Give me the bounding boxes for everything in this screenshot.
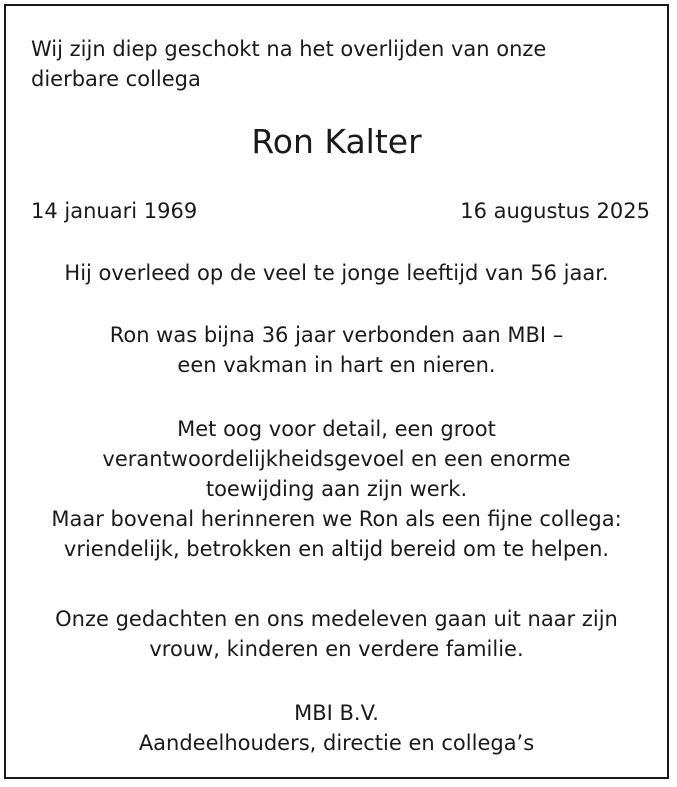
condolence-paragraph xyxy=(6,604,667,664)
birth-date: 14 januari 1969 xyxy=(31,199,198,223)
career-paragraph xyxy=(6,320,667,380)
death-date: 16 augustus 2025 xyxy=(460,199,650,223)
obituary-card xyxy=(4,4,669,779)
tribute-line: vriendelijk, betrokken en altijd bereid om te helpen. xyxy=(63,537,610,561)
intro-line: Wij zijn diep geschokt na het overlijden van onze xyxy=(31,37,547,61)
tribute-line: toewijding aan zijn werk. xyxy=(205,477,468,501)
career-line: Ron was bijna 36 jaar verbonden aan MBI – xyxy=(109,323,564,347)
condolence-line: vrouw, kinderen en verdere familie. xyxy=(149,637,524,661)
deceased-name: Ron Kalter xyxy=(251,122,422,161)
life-dates xyxy=(31,196,650,226)
signers: Aandeelhouders, directie en collega’s xyxy=(138,731,535,755)
age-paragraph xyxy=(6,258,667,288)
career-line: een vakman in hart en nieren. xyxy=(177,353,496,377)
tribute-line: Met oog voor detail, een groot xyxy=(177,417,496,441)
tribute-paragraph xyxy=(6,414,667,564)
tribute-line: Maar bovenal herinneren we Ron als een fijne collega: xyxy=(51,507,622,531)
tribute-line: verantwoordelijkheidsgevoel en een enorme xyxy=(102,447,571,471)
intro-text xyxy=(31,34,631,94)
condolence-line: Onze gedachten en ons medeleven gaan uit naar zijn xyxy=(55,607,618,631)
company-name: MBI B.V. xyxy=(294,701,379,725)
age-line: Hij overleed op de veel te jonge leeftijd van 56 jaar. xyxy=(64,261,609,285)
intro-line: dierbare collega xyxy=(31,67,201,91)
signature-block xyxy=(6,698,667,758)
